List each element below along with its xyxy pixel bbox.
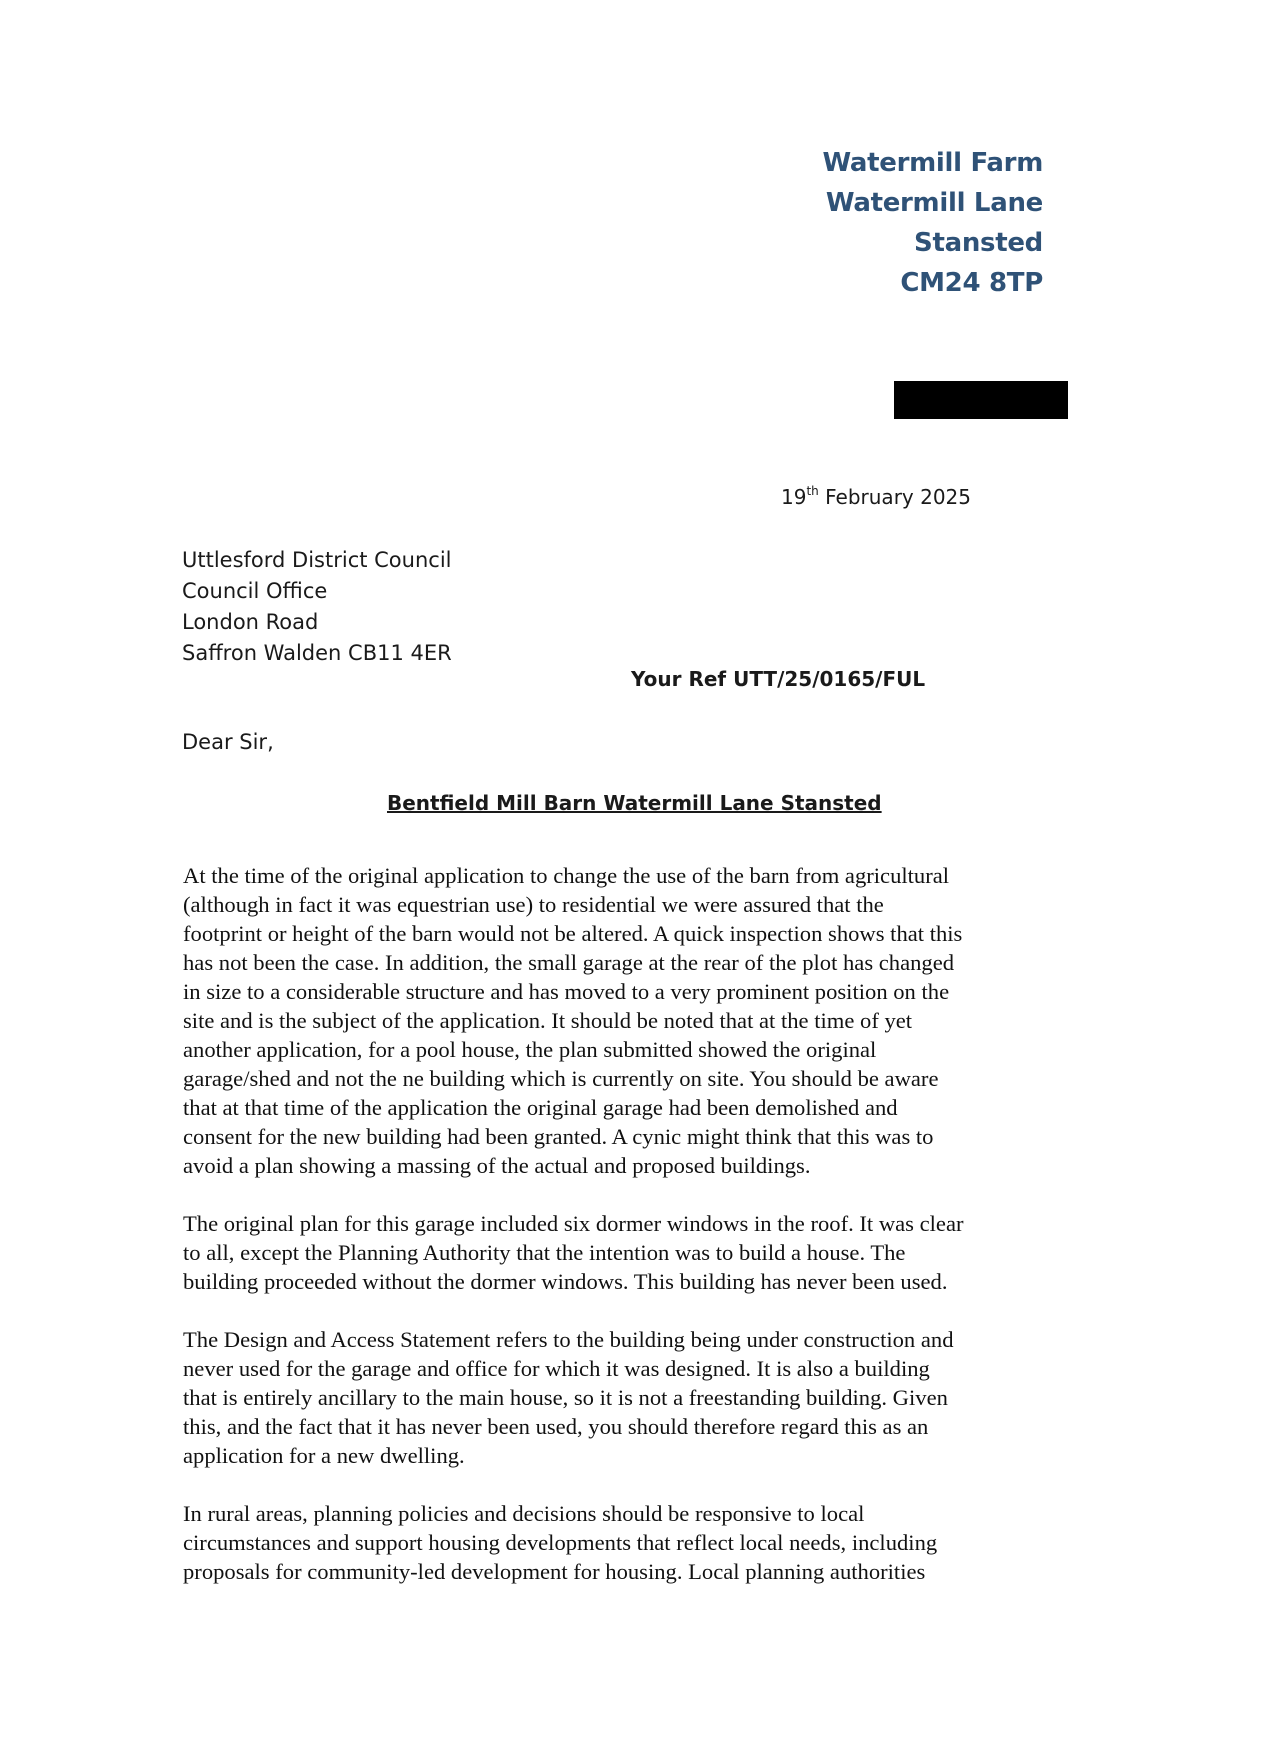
- recipient-address-line: Council Office: [182, 579, 328, 603]
- body-paragraph: [183, 1499, 1063, 1586]
- body-line: that is entirely ancillary to the main house, so it is not a freestanding building. Given: [183, 1385, 948, 1410]
- sender-address: [822, 143, 1043, 303]
- body-line: this, and the fact that it has never been used, you should therefore regard this as an: [183, 1414, 929, 1439]
- body-paragraph: [183, 1209, 1063, 1296]
- body-line: footprint or height of the barn would not be altered. A quick inspection shows that this: [183, 921, 963, 946]
- body-line: At the time of the original application to change the use of the barn from agricultural: [183, 863, 950, 888]
- body-line: proposals for community-led development for housing. Local planning authorities: [183, 1559, 926, 1584]
- body-paragraph: [183, 861, 1063, 1180]
- date-suffix: th: [806, 484, 819, 498]
- body-line: The original plan for this garage included six dormer windows in the roof. It was clear: [183, 1211, 964, 1236]
- body-line: In rural areas, planning policies and decisions should be responsive to local: [183, 1501, 865, 1526]
- date-rest: February 2025: [825, 485, 972, 509]
- body-line: circumstances and support housing developments that reflect local needs, including: [183, 1530, 938, 1555]
- body-line: that at that time of the application the original garage had been demolished and: [183, 1095, 898, 1120]
- date-day: 19: [781, 485, 807, 509]
- body-line: garage/shed and not the ne building which is currently on site. You should be aware: [183, 1066, 939, 1091]
- subject-heading: Bentfield Mill Barn Watermill Lane Stansted: [387, 791, 882, 815]
- body-line: another application, for a pool house, the plan submitted showed the original: [183, 1037, 877, 1062]
- sender-address-line: CM24 8TP: [900, 268, 1043, 298]
- body-line: (although in fact it was equestrian use) to residential we were assured that the: [183, 892, 884, 917]
- body-line: never used for the garage and office for which it was designed. It is also a building: [183, 1356, 930, 1381]
- redaction-block: [894, 381, 1068, 419]
- body-paragraph: [183, 1325, 1063, 1470]
- recipient-address: [182, 545, 452, 669]
- reference-number: Your Ref UTT/25/0165/FUL: [631, 667, 926, 691]
- body-line: avoid a plan showing a massing of the actual and proposed buildings.: [183, 1153, 811, 1178]
- sender-address-line: Watermill Farm: [822, 148, 1043, 178]
- body-line: building proceeded without the dormer windows. This building has never been used.: [183, 1269, 948, 1294]
- body-line: application for a new dwelling.: [183, 1443, 465, 1468]
- body-line: site and is the subject of the application. It should be noted that at the time of yet: [183, 1008, 913, 1033]
- letter-body: [183, 861, 1063, 1615]
- body-line: in size to a considerable structure and has moved to a very prominent position on the: [183, 979, 950, 1004]
- recipient-address-line: Saffron Walden CB11 4ER: [182, 641, 452, 665]
- sender-address-line: Watermill Lane: [825, 188, 1043, 218]
- recipient-address-line: Uttlesford District Council: [182, 548, 452, 572]
- recipient-address-line: London Road: [182, 610, 319, 634]
- sender-address-line: Stansted: [914, 228, 1043, 258]
- body-line: consent for the new building had been granted. A cynic might think that this was to: [183, 1124, 934, 1149]
- body-line: The Design and Access Statement refers to the building being under construction and: [183, 1327, 954, 1352]
- body-line: has not been the case. In addition, the small garage at the rear of the plot has changed: [183, 950, 955, 975]
- letter-date: [781, 484, 971, 509]
- salutation: Dear Sir,: [182, 730, 274, 754]
- body-line: to all, except the Planning Authority that the intention was to build a house. The: [183, 1240, 906, 1265]
